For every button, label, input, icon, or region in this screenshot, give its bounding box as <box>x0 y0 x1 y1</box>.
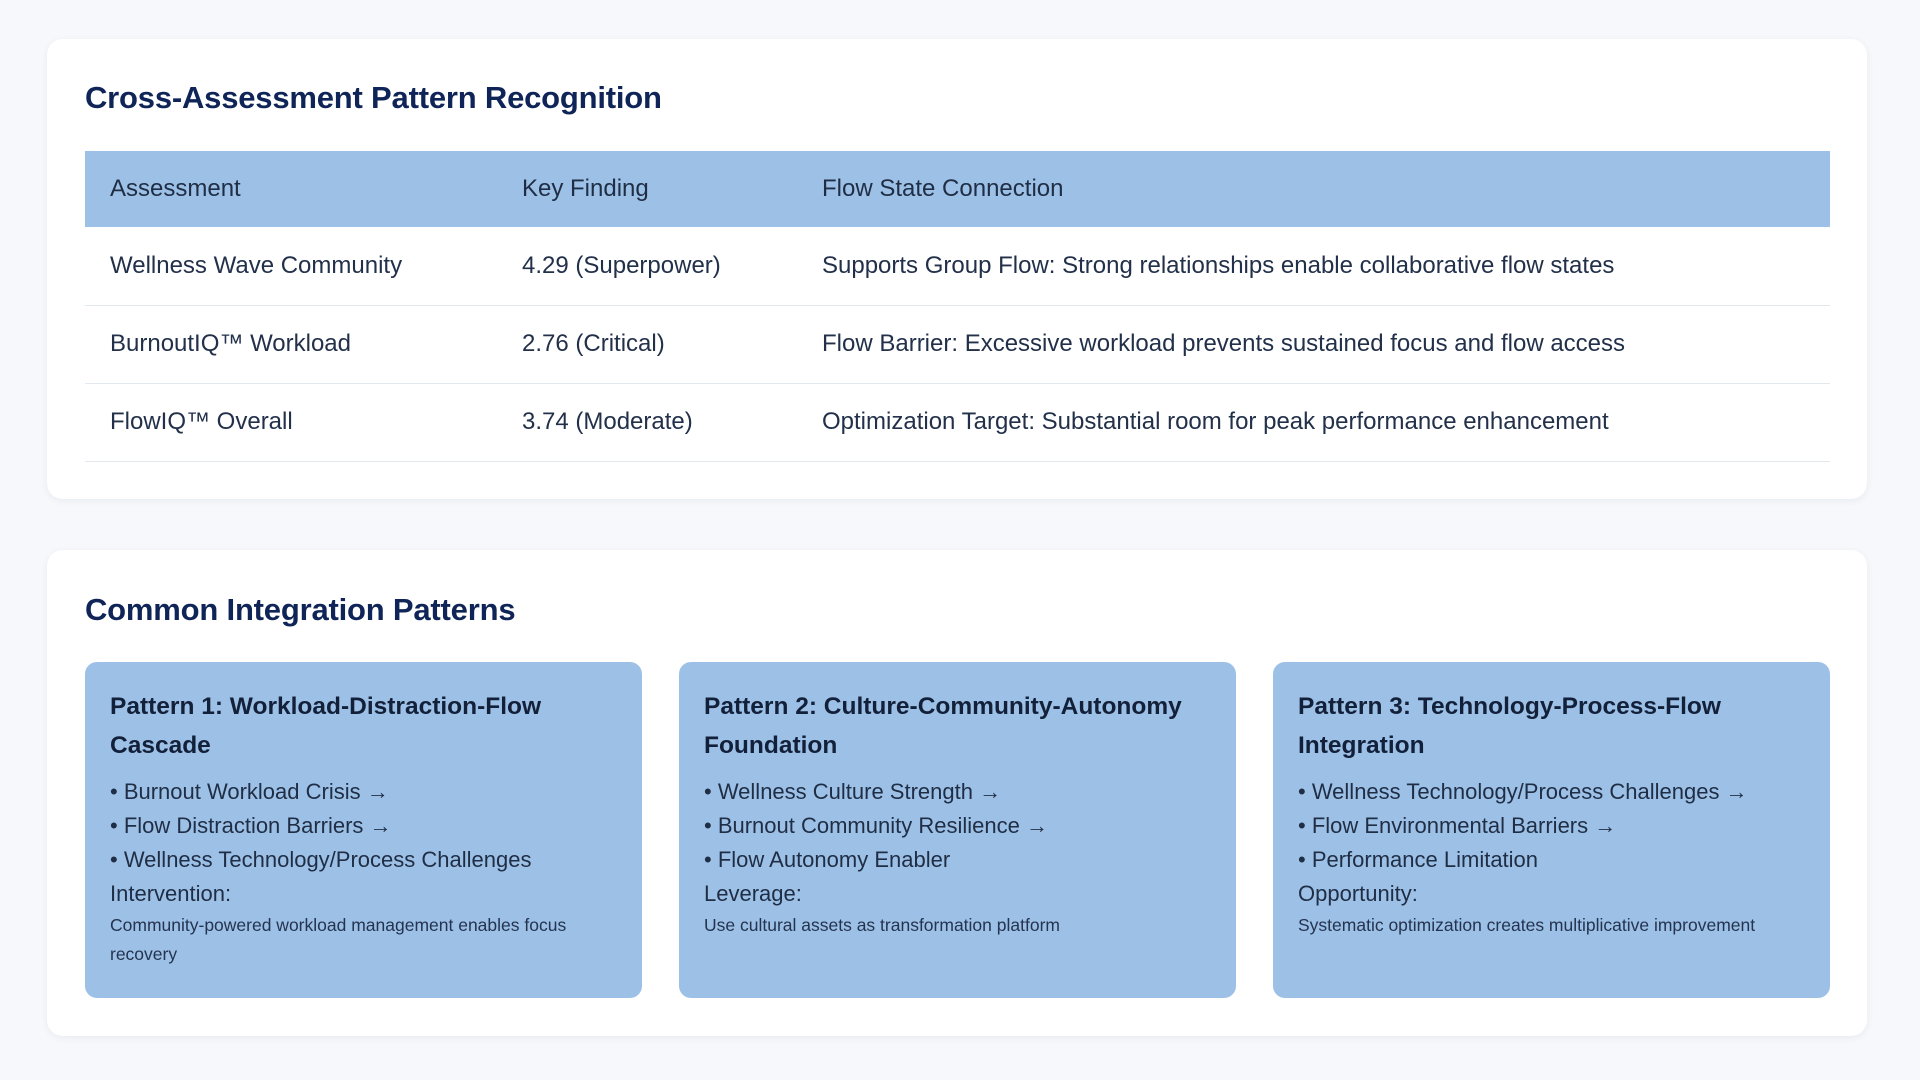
table-row <box>85 305 1830 383</box>
pattern-label: Leverage: <box>704 881 802 906</box>
pattern-grid <box>85 662 1830 998</box>
cell-flow-connection: Supports Group Flow: Strong relationships enable collaborative flow states <box>797 227 1830 305</box>
cell-flow-connection: Flow Barrier: Excessive workload prevents sustained focus and flow access <box>797 305 1830 383</box>
cell-key-finding: 4.29 (Superpower) <box>497 227 797 305</box>
cell-assessment: Wellness Wave Community <box>85 227 497 305</box>
pattern-card-3 <box>1273 662 1830 998</box>
pattern-bullet: • Flow Environmental Barriers → <box>1298 813 1617 838</box>
pattern-text: Use cultural assets as transformation platform <box>704 915 1060 935</box>
pattern-bullet: • Burnout Community Resilience → <box>704 813 1048 838</box>
header-key-finding: Key Finding <box>522 175 649 202</box>
pattern-text: Community-powered workload management enables focus recovery <box>110 915 567 964</box>
table-row <box>85 227 1830 305</box>
pattern-label: Opportunity: <box>1298 881 1418 906</box>
pattern-card-2 <box>679 662 1236 998</box>
header-assessment: Assessment <box>110 175 241 202</box>
header-flow-state-connection: Flow State Connection <box>822 175 1064 202</box>
pattern-title: Pattern 1: Workload-Distraction-Flow Cascade <box>110 693 542 759</box>
pattern-label: Intervention: <box>110 881 232 906</box>
pattern-text: Systematic optimization creates multiplicative improvement <box>1298 915 1756 935</box>
pattern-bullet: • Wellness Technology/Process Challenges → <box>1298 779 1748 804</box>
integration-patterns-title: Common Integration Patterns <box>85 592 516 627</box>
cell-assessment: BurnoutIQ™ Workload <box>85 305 497 383</box>
cross-assessment-card <box>47 39 1867 499</box>
pattern-bullet: • Performance Limitation <box>1298 847 1539 872</box>
pattern-bullet: • Wellness Technology/Process Challenges <box>110 847 532 872</box>
table-row <box>85 383 1830 461</box>
table-header-row <box>85 151 1830 227</box>
pattern-bullet: • Flow Distraction Barriers → <box>110 813 392 838</box>
assessment-table <box>85 151 1830 462</box>
cell-key-finding: 3.74 (Moderate) <box>497 383 797 461</box>
pattern-title: Pattern 2: Culture-Community-Autonomy Foundation <box>704 693 1182 759</box>
integration-patterns-card <box>47 550 1867 1036</box>
pattern-bullet: • Wellness Culture Strength → <box>704 779 1002 804</box>
pattern-title: Pattern 3: Technology-Process-Flow Integration <box>1298 693 1721 759</box>
pattern-bullet: • Flow Autonomy Enabler <box>704 847 951 872</box>
cell-assessment: FlowIQ™ Overall <box>85 383 497 461</box>
cell-flow-connection: Optimization Target: Substantial room for peak performance enhancement <box>797 383 1830 461</box>
pattern-card-1 <box>85 662 642 998</box>
cross-assessment-title: Cross-Assessment Pattern Recognition <box>85 80 662 115</box>
pattern-bullet: • Burnout Workload Crisis → <box>110 779 389 804</box>
cell-key-finding: 2.76 (Critical) <box>497 305 797 383</box>
